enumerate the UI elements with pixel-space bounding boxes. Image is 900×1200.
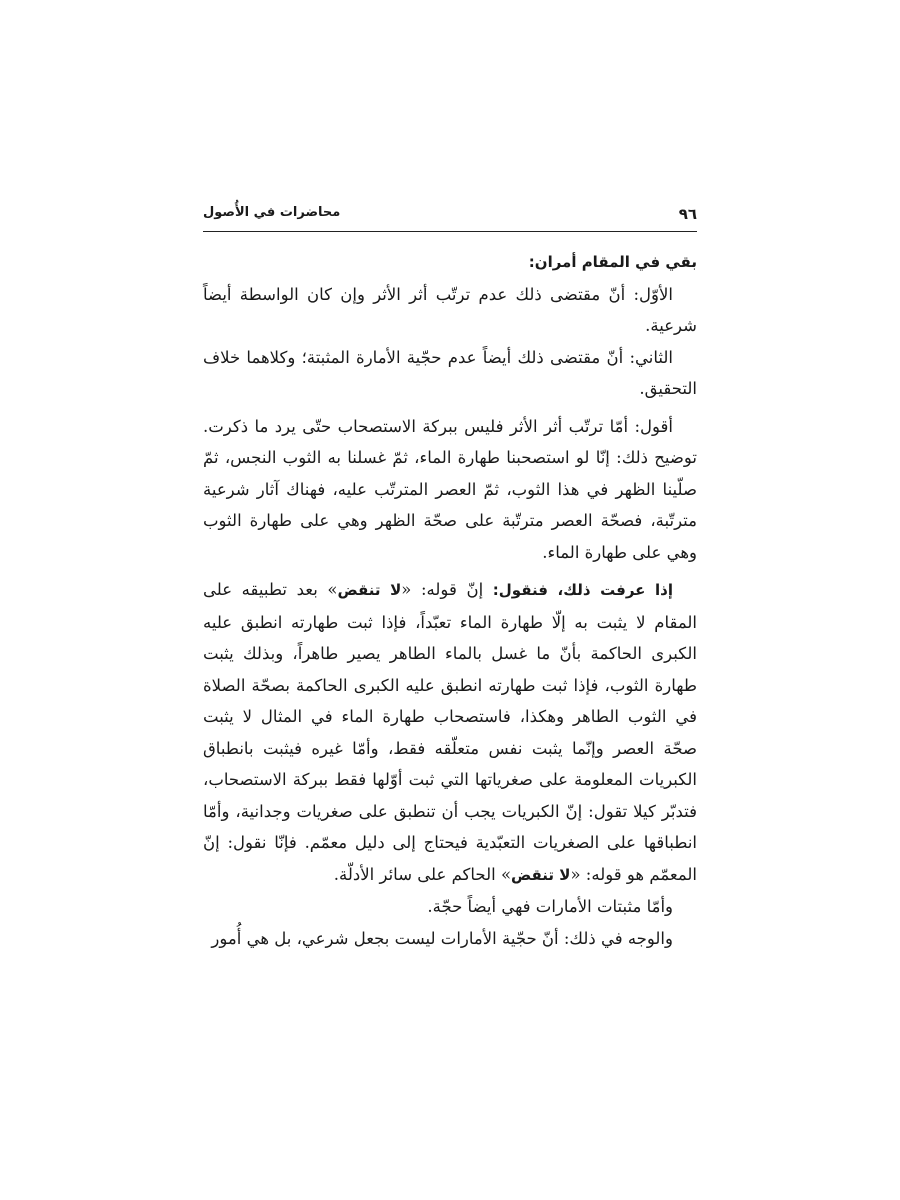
paragraph-reason: والوجه في ذلك: أنّ حجّية الأمارات ليست بجعل شرعي، بل هي أُمور	[211, 928, 673, 948]
paragraph-conclusion-part-c: » الحاكم على سائر الأدلّة.	[333, 864, 512, 884]
quoted-term-la-tanqud: لا تنقض	[511, 865, 571, 884]
paragraph-response: أقول: أمّا ترتّب أثر الأثر فليس ببركة الاستصحاب حتّى يرد ما ذكرت. توضيح ذلك: إنّا لو استصحبنا طهارة الماء، ثمّ غسلنا به الثوب النجس، ثمّ صلّينا الظهر في هذا الثوب، ثمّ العصر المترتّب عليه، فهناك آثار شرعية مترتّبة، فصحّة العصر مترتّبة على صحّة الظهر وهي على طهارة الثوب وهي على طهارة الماء.	[203, 416, 697, 562]
paragraph-conclusion-part-a: إنّ قوله: «	[401, 580, 493, 599]
paragraph-second-matter: الثاني: أنّ مقتضى ذلك أيضاً عدم حجّية الأمارة المثبتة؛ وكلاهما خلاف التحقيق.	[203, 347, 697, 398]
paragraph-conclusion	[203, 574, 697, 891]
paragraph-conclusion-part-b: » بعد تطبيقه على المقام لا يثبت به إلّا طهارة الماء تعبّداً، فإذا ثبت طهارته انطبق عليه الكبرى الحاكمة بأنّ ما غسل بالماء الطاهر يصير طاهراً، وبذلك يثبت طهارة الثوب، فإذا ثبت طهارته انطبق عليه الكبرى الحاكمة بصحّة الصلاة في الثوب الطاهر وهكذا، فاستصحاب طهارة الماء في المثال لا يثبت صحّة العصر وإنّما يثبت نفس متعلّقه فقط، وأمّا غيره فيثبت بانطباق الكبريات المعلومة على صغرياتها التي ثبت أوّلها فقط ببركة الاستصحاب، فتدبّر كيلا تقول: إنّ الكبريات يجب أن تنطبق على صغريات وجدانية، وأمّا انطباقها على الصغريات التعبّدية فيحتاج إلى دليل معمّم. فإنّا نقول: إنّ المعمّم هو قوله: «	[203, 580, 697, 884]
running-title: محاضرات في الأُصول	[203, 205, 341, 220]
body-text	[203, 247, 697, 954]
paragraph-first-matter: الأوّل: أنّ مقتضى ذلك عدم ترتّب أثر الأثر وإن كان الواسطة أيضاً شرعية.	[203, 284, 697, 335]
page-number: ٩٦	[678, 205, 697, 223]
quoted-term-la-tanqud: لا تنقض	[337, 581, 402, 599]
paragraph-amarat: وأمّا مثبتات الأمارات فهي أيضاً حجّة.	[427, 897, 673, 916]
bold-lead-phrase: إذا عرفت ذلك، فنقول:	[492, 581, 673, 599]
section-heading: بقي في المقام أمران:	[528, 253, 697, 271]
header-rule	[203, 231, 697, 232]
page-header	[203, 197, 697, 233]
